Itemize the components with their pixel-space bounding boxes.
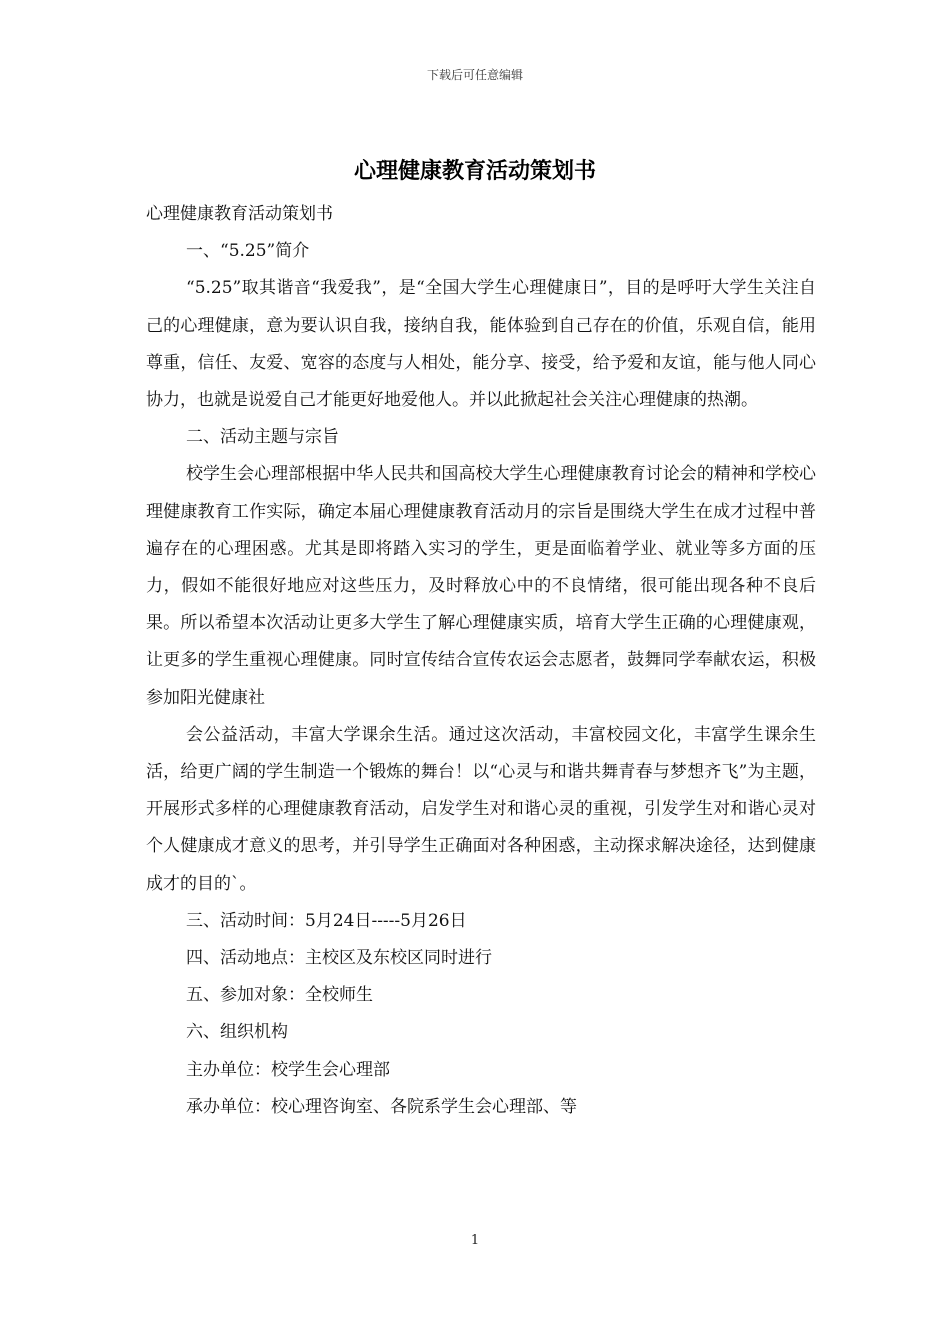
page-number: 1	[470, 1233, 480, 1248]
paragraph-3: 会公益活动，丰富大学课余生活。通过这次活动，丰富校园文化，丰富学生课余生活，给更广阔的学生制造一个锻炼的舞台！以“心灵与和谐共舞青春与梦想齐飞”为主题，开展形式多样的心理健康教育活动，启发学生对和谐心灵的重视，引发学生对和谐心灵对个人健康成才意义的思考，并引导学生正确面对各种困惑，主动探求解决途径，达到健康成才的目的`。	[146, 724, 816, 894]
section-2-heading: 二、活动主题与宗旨	[186, 427, 339, 448]
host-unit-line: 主办单位：校学生会心理部	[186, 1059, 390, 1080]
document-title: 心理健康教育活动策划书	[353, 158, 596, 184]
subtitle-line: 心理健康教育活动策划书	[146, 204, 333, 224]
paragraph-2: 校学生会心理部根据中华人民共和国高校大学生心理健康教育讨论会的精神和学校心理健康教育工作实际，确定本届心理健康教育活动月的宗旨是围绕大学生在成才过程中普遍存在的心理困惑。尤其是即将踏入实习的学生，更是面临着学业、就业等多方面的压力，假如不能很好地应对这些压力，及时释放心中的不良情绪，很可能出现各种不良后果。所以希望本次活动让更多大学生了解心理健康实质，培育大学生正确的心理健康观，让更多的学生重视心理健康。同时宣传结合宣传农运会志愿者，鼓舞同学奉献农运，积极参加阳光健康社	[146, 464, 816, 708]
section-3-line: 三、活动时间：5月24日-----5月26日	[186, 910, 467, 931]
document-body	[146, 196, 816, 1126]
section-4-line: 四、活动地点：主校区及东校区同时进行	[186, 948, 492, 969]
paragraph-1: “5.25”取其谐音“我爱我”，是“全国大学生心理健康日”，目的是呼吁大学生关注自己的心理健康，意为要认识自我，接纳自我，能体验到自己存在的价值，乐观自信，能用尊重，信任、友爱、宽容的态度与人相处，能分享、接受，给予爱和友谊，能与他人同心协力，也就是说爱自己才能更好地爱他人。并以此掀起社会关注心理健康的热潮。	[146, 278, 816, 411]
organizer-unit-line: 承办单位：校心理咨询室、各院系学生会心理部、等	[186, 1096, 577, 1117]
section-6-heading: 六、组织机构	[186, 1022, 288, 1043]
section-1-heading: 一、“5.25”简介	[186, 241, 310, 262]
section-5-line: 五、参加对象：全校师生	[186, 985, 373, 1006]
header-note: 下载后可任意编辑	[426, 68, 523, 82]
